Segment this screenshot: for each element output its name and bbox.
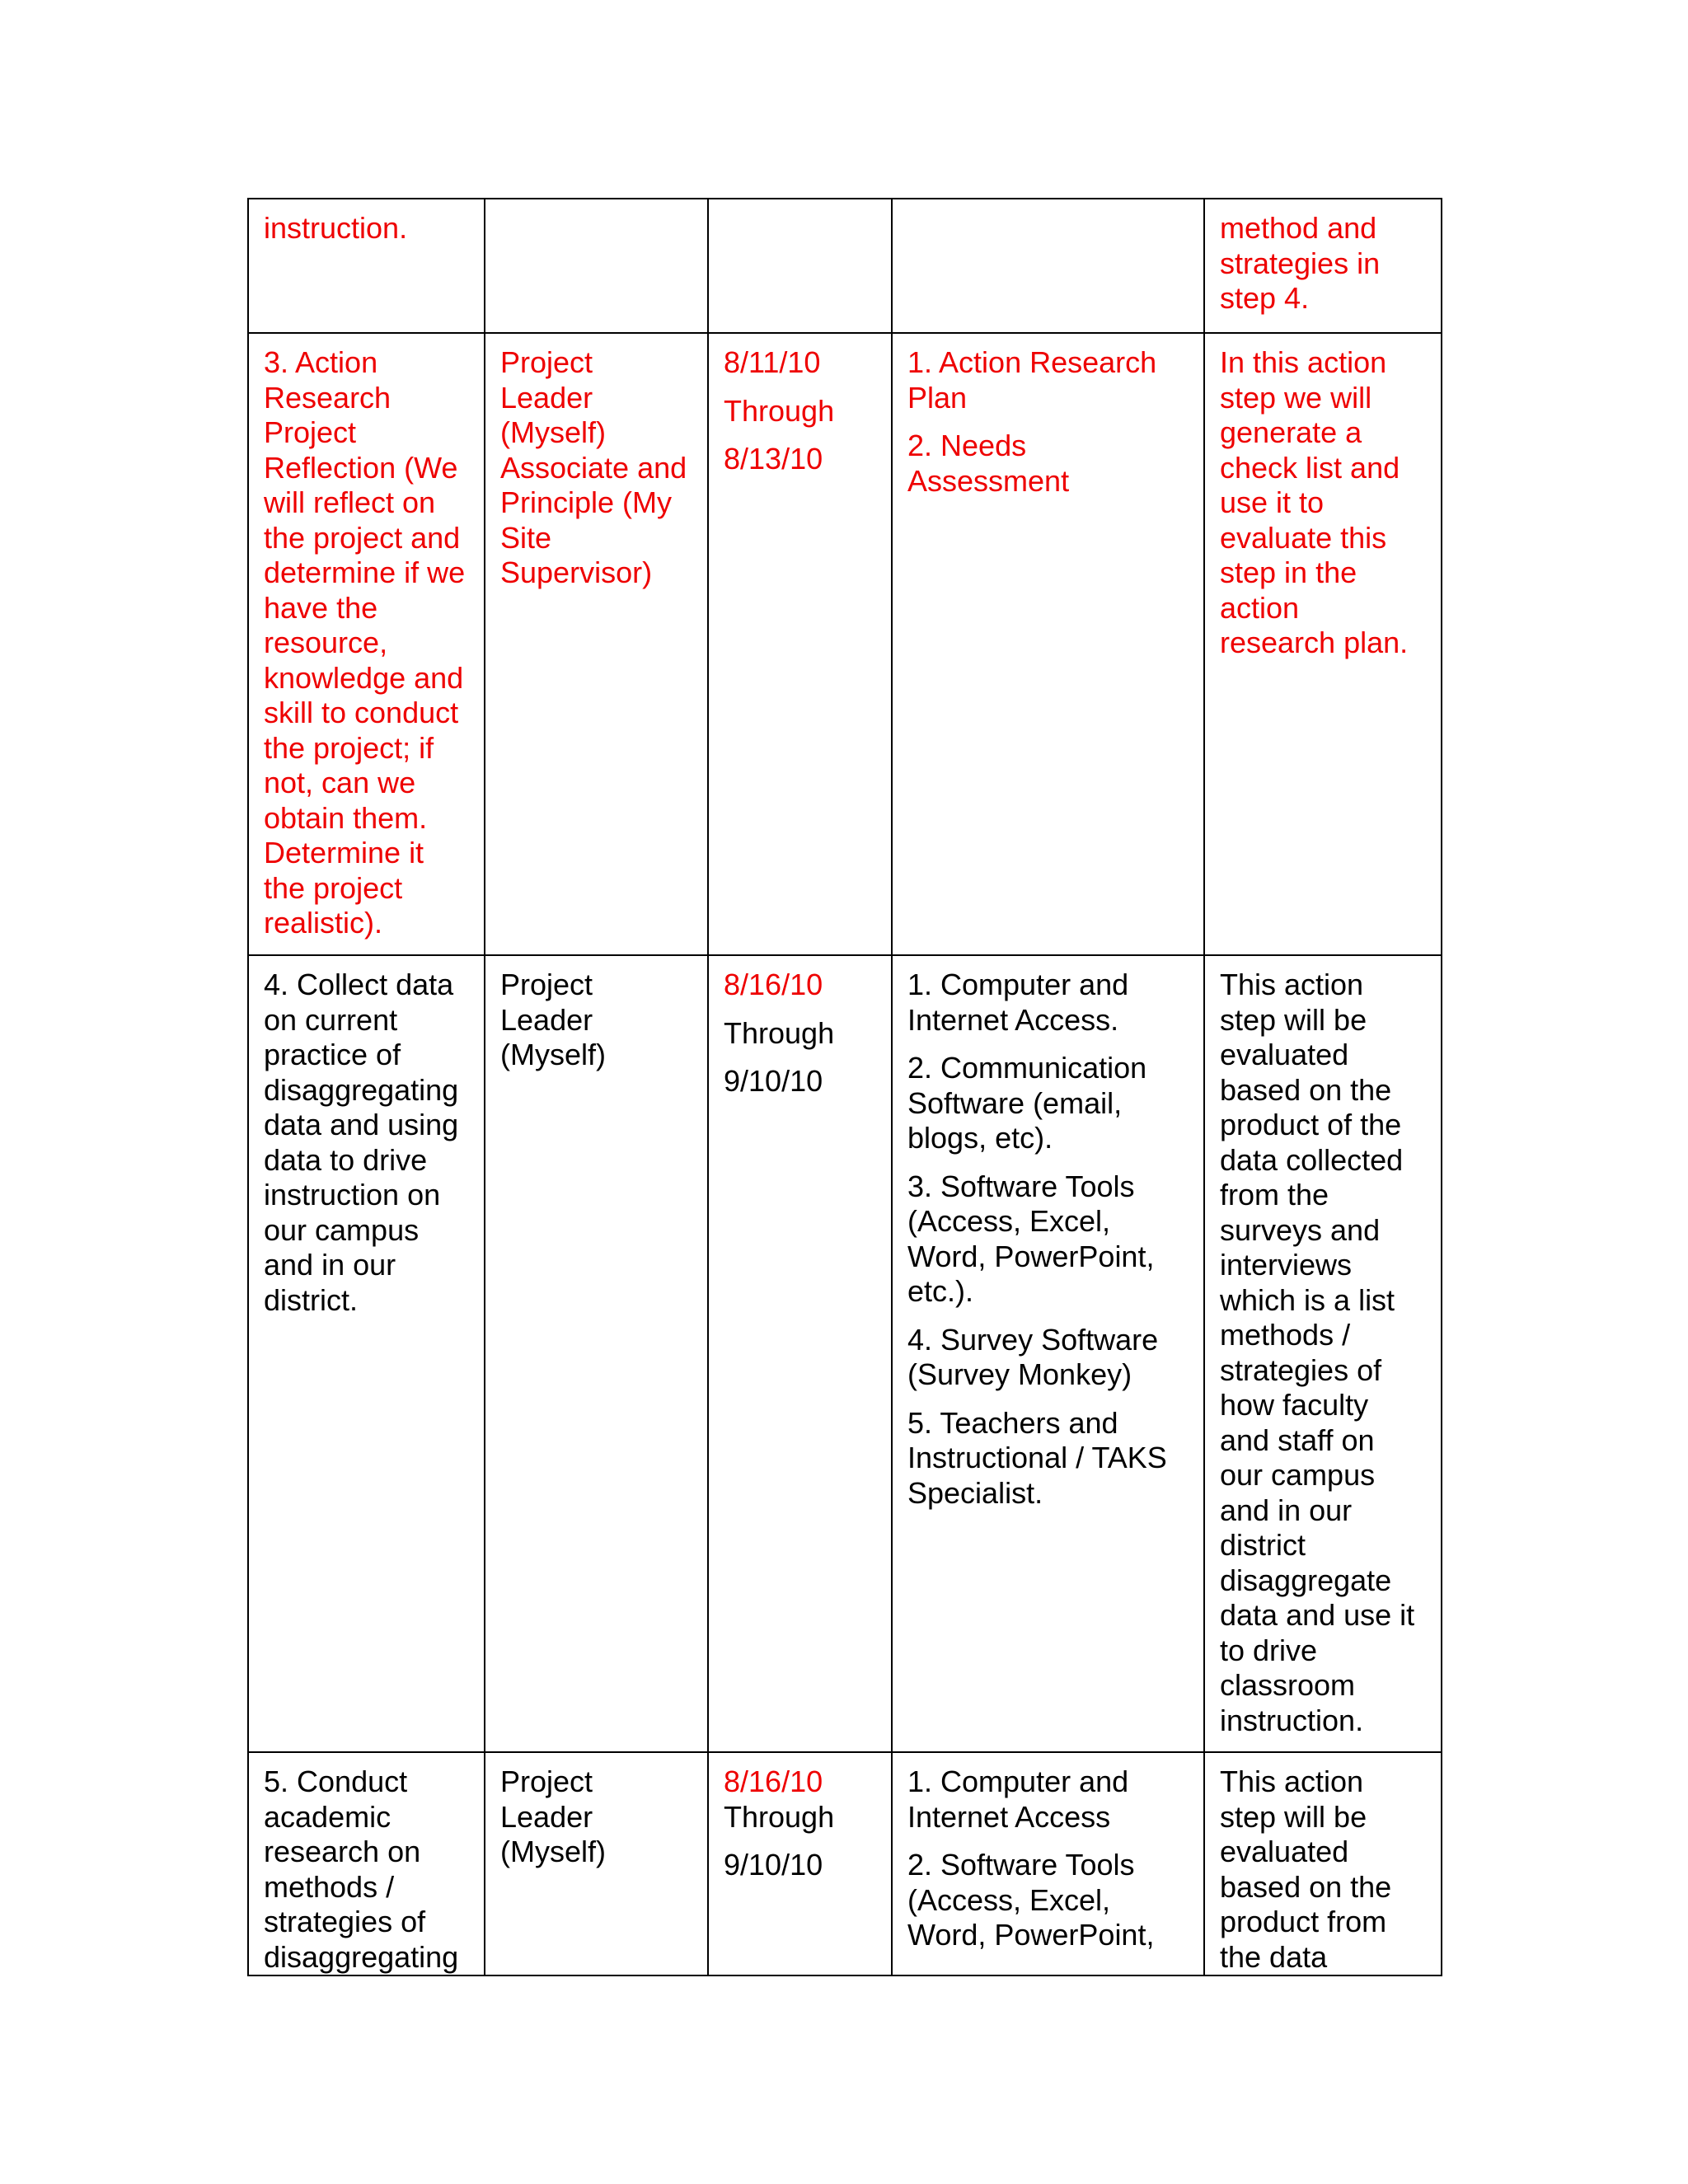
evaluation-line: step we will <box>1220 380 1372 415</box>
step-cell <box>248 333 485 955</box>
step-line: 3. Action <box>264 345 378 379</box>
resource-line: 2. Software Tools <box>907 1848 1135 1882</box>
evaluation-line: strategies in <box>1220 246 1381 280</box>
step-line: obtain them. <box>264 800 428 835</box>
date-through: Through <box>724 393 835 428</box>
evaluation-line: classroom <box>1220 1668 1356 1702</box>
evaluation-line: check list and <box>1220 450 1400 485</box>
person-line: Project <box>500 345 593 379</box>
evaluation-line: interviews <box>1220 1248 1353 1282</box>
evaluation-line: evaluated <box>1220 1835 1349 1868</box>
evaluation-line: step in the <box>1220 555 1357 589</box>
table-row <box>248 1752 1442 1975</box>
evaluation-line: our campus <box>1220 1458 1376 1492</box>
resource-item <box>907 1051 1189 1156</box>
resources-cell <box>892 333 1204 955</box>
evaluation-line: data and use it <box>1220 1598 1415 1632</box>
person-line: (Myself) <box>500 415 606 449</box>
step-line: Reflection (We <box>264 450 458 485</box>
step-line: disaggregating <box>264 1939 459 1974</box>
resource-line: Plan <box>907 380 968 415</box>
step-line: practice of <box>264 1038 401 1071</box>
evaluation-line: product from <box>1220 1905 1387 1938</box>
step-line: research on <box>264 1835 421 1868</box>
step-line: Determine it <box>264 836 424 869</box>
resource-item <box>907 1406 1189 1511</box>
resource-line: etc.). <box>907 1274 974 1308</box>
resources-cell <box>892 955 1204 1752</box>
person-cell <box>485 955 708 1752</box>
person-line: (Myself) <box>500 1835 606 1868</box>
evaluation-line: how faculty <box>1220 1388 1369 1422</box>
resource-line: 1. Action Research <box>907 345 1157 379</box>
person-line: (Myself) <box>500 1038 606 1071</box>
resource-line: (Access, Excel, <box>907 1882 1111 1917</box>
evaluation-line: step will be <box>1220 1799 1367 1834</box>
date-end: 8/13/10 <box>724 442 823 476</box>
evaluation-cell <box>1204 1752 1442 1975</box>
evaluation-line: and in our <box>1220 1493 1353 1527</box>
step-line: 4. Collect data <box>264 968 454 1001</box>
evaluation-cell <box>1204 199 1442 333</box>
table-row <box>248 955 1442 1752</box>
date-cell <box>708 1752 892 1975</box>
step-line: will reflect on <box>264 485 436 519</box>
step-line: the project and <box>264 520 461 555</box>
resource-line: blogs, etc). <box>907 1121 1053 1155</box>
step-line: resource, <box>264 626 388 659</box>
evaluation-line: methods / <box>1220 1318 1351 1352</box>
step-line: and in our <box>264 1248 396 1282</box>
step-line: skill to conduct <box>264 696 459 729</box>
resource-line: Assessment <box>907 463 1070 498</box>
resource-line: 2. Needs <box>907 429 1027 462</box>
person-line: Project <box>500 1765 593 1798</box>
resource-line: Internet Access. <box>907 1002 1119 1037</box>
step-line: strategies of <box>264 1905 426 1938</box>
step-cell <box>248 955 485 1752</box>
evaluation-line: based on the <box>1220 1072 1392 1107</box>
resource-line: (Survey Monkey) <box>907 1357 1132 1391</box>
evaluation-line: use it to <box>1220 485 1325 519</box>
person-line: Principle (My <box>500 485 673 519</box>
resource-line: Word, PowerPoint, <box>907 1918 1155 1952</box>
step-line: have the <box>264 590 378 625</box>
evaluation-line: product of the <box>1220 1108 1402 1141</box>
resources-cell <box>892 1752 1204 1975</box>
person-cell <box>485 1752 708 1975</box>
step-line: methods / <box>264 1869 395 1904</box>
resource-item <box>907 429 1189 499</box>
evaluation-line: and staff on <box>1220 1422 1375 1457</box>
resource-item <box>907 1169 1189 1310</box>
step-line: Research <box>264 380 392 415</box>
evaluation-line: data collected <box>1220 1142 1404 1177</box>
resource-line: 3. Software Tools <box>907 1169 1135 1203</box>
resource-item <box>907 968 1189 1038</box>
resource-item <box>907 1848 1189 1953</box>
step-line: disaggregating <box>264 1072 459 1107</box>
evaluation-line: surveys and <box>1220 1212 1381 1247</box>
date-start: 8/16/10 <box>724 968 823 1001</box>
resource-line: 4. Survey Software <box>907 1322 1159 1357</box>
evaluation-line: which is a list <box>1220 1282 1395 1317</box>
step-cell <box>248 199 485 333</box>
step-line: our campus <box>264 1212 420 1247</box>
evaluation-line: In this action <box>1220 345 1387 379</box>
person-line: Project <box>500 968 593 1001</box>
person-line: Associate and <box>500 450 687 485</box>
resource-line: 2. Communication <box>907 1051 1147 1085</box>
resource-line: Software (email, <box>907 1085 1123 1120</box>
resource-line: 5. Teachers and <box>907 1405 1118 1440</box>
step-line: the project <box>264 870 403 905</box>
evaluation-line: research plan. <box>1220 626 1409 659</box>
date-end: 9/10/10 <box>724 1848 823 1882</box>
resource-line: Internet Access <box>907 1799 1111 1834</box>
step-line: on current <box>264 1002 398 1037</box>
date-end: 9/10/10 <box>724 1064 823 1098</box>
evaluation-line: evaluated <box>1220 1038 1349 1071</box>
step-line: instruction. <box>264 211 408 245</box>
evaluation-line: evaluate this <box>1220 520 1387 555</box>
evaluation-line: generate a <box>1220 415 1362 449</box>
evaluation-line: based on the <box>1220 1869 1392 1904</box>
table-row <box>248 333 1442 955</box>
resource-item <box>907 1765 1189 1835</box>
step-line: data and using <box>264 1108 459 1141</box>
step-line: instruction on <box>264 1178 441 1212</box>
person-line: Leader <box>500 380 593 415</box>
person-line: Supervisor) <box>500 555 653 589</box>
evaluation-line: action <box>1220 590 1300 625</box>
evaluation-cell <box>1204 333 1442 955</box>
evaluation-line: method and <box>1220 211 1377 245</box>
resources-cell <box>892 199 1204 333</box>
evaluation-line: This action <box>1220 1765 1364 1798</box>
person-cell <box>485 333 708 955</box>
resource-line: Word, PowerPoint, <box>907 1239 1155 1273</box>
step-line: 5. Conduct <box>264 1765 408 1798</box>
person-line: Site <box>500 520 552 555</box>
resource-line: (Access, Excel, <box>907 1204 1111 1238</box>
step-line: Project <box>264 415 357 449</box>
date-cell <box>708 199 892 333</box>
evaluation-cell <box>1204 955 1442 1752</box>
evaluation-line: instruction. <box>1220 1703 1364 1737</box>
step-line: the project; if <box>264 730 434 765</box>
evaluation-line: strategies of <box>1220 1352 1382 1387</box>
step-line: academic <box>264 1799 392 1834</box>
date-through: Through <box>724 1799 835 1834</box>
step-line: district. <box>264 1282 359 1317</box>
date-cell <box>708 955 892 1752</box>
person-cell <box>485 199 708 333</box>
evaluation-line: disaggregate <box>1220 1563 1392 1597</box>
date-start: 8/16/10 <box>724 1765 823 1798</box>
step-line: data to drive <box>264 1142 428 1177</box>
evaluation-line: This action <box>1220 968 1364 1001</box>
step-line: determine if we <box>264 555 466 589</box>
date-through: Through <box>724 1015 835 1050</box>
evaluation-line: the data <box>1220 1939 1328 1974</box>
step-line: realistic). <box>264 906 383 940</box>
date-start: 8/11/10 <box>724 345 821 379</box>
step-line: knowledge and <box>264 660 464 695</box>
step-line: not, can we <box>264 766 416 799</box>
evaluation-line: to drive <box>1220 1633 1318 1667</box>
resource-line: 1. Computer and <box>907 1765 1129 1798</box>
action-plan-table <box>247 198 1442 1976</box>
step-cell <box>248 1752 485 1975</box>
resource-line: 1. Computer and <box>907 968 1129 1001</box>
evaluation-line: district <box>1220 1528 1306 1562</box>
resource-line: Specialist. <box>907 1475 1043 1510</box>
person-line: Leader <box>500 1002 593 1037</box>
evaluation-line: step will be <box>1220 1002 1367 1037</box>
resource-line: Instructional / TAKS <box>907 1441 1167 1474</box>
person-line: Leader <box>500 1799 593 1834</box>
resource-item <box>907 1323 1189 1393</box>
date-cell <box>708 333 892 955</box>
evaluation-line: from the <box>1220 1178 1329 1212</box>
table-row <box>248 199 1442 333</box>
evaluation-line: step 4. <box>1220 281 1310 315</box>
resource-item <box>907 345 1189 415</box>
